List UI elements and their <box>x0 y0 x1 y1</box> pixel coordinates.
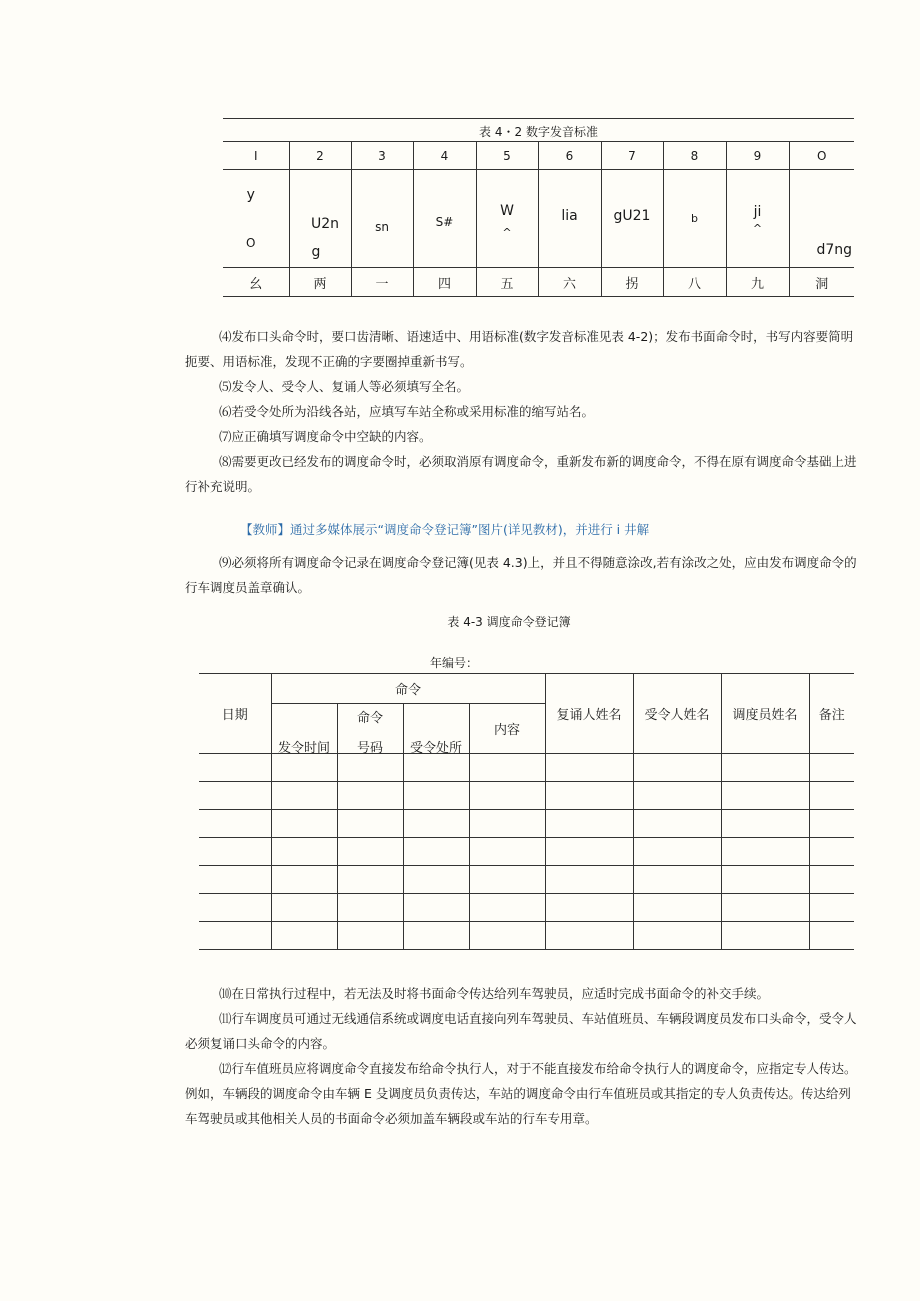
send-time-header <box>271 704 337 754</box>
table-row <box>199 866 854 894</box>
digit-pronunciation-table <box>223 141 854 297</box>
pron-text: S# <box>435 215 454 229</box>
pron-cell <box>663 170 726 268</box>
content-header: 内容 <box>469 704 545 754</box>
paragraph-block-a <box>185 324 857 499</box>
pron-text: g <box>311 244 321 260</box>
digit-cell: 4 <box>413 142 476 170</box>
pron-cell <box>476 170 538 268</box>
char-cell: 六 <box>538 268 601 297</box>
paragraph: ⑸发令人、受令人、复诵人等必须填写全名。 <box>219 379 470 394</box>
digit-cell: O <box>789 142 854 170</box>
pron-cell <box>789 170 854 268</box>
digit-cell: 5 <box>476 142 538 170</box>
paragraph: ⑷发布口头命令时，要口齿清晰、语速适中、用语标准(数字发音标准见表 4-2)；发布书面命令时，书写内容要简明扼要、用语标准，发现不正确的字要圈掉重新书写。 <box>185 329 854 369</box>
pron-text: sn <box>375 220 389 234</box>
digits-row <box>223 142 854 170</box>
header-row-1 <box>199 674 854 704</box>
paragraph: ⑻需要更改已经发布的调度命令时，必须取消原有调度命令，重新发布新的调度命令，不得在原有调度命令基础上进行补充说明。 <box>185 454 857 494</box>
table-row <box>199 810 854 838</box>
table-row <box>199 754 854 782</box>
pron-cell <box>289 170 351 268</box>
table-row <box>199 782 854 810</box>
char-cell: 八 <box>663 268 726 297</box>
receiving-place-label: 受令处所 <box>409 741 462 756</box>
pron-text: b <box>691 212 698 225</box>
digit-cell: 9 <box>726 142 789 170</box>
char-cell: 五 <box>476 268 538 297</box>
char-cell: 一 <box>351 268 413 297</box>
paragraph: ⑾行车调度员可通过无线通信系统或调度电话直接向列车驾驶员、车站值班员、车辆段调度员发布口头命令，受令人必须复诵口头命令的内容。 <box>185 1011 857 1051</box>
digit-cell: 8 <box>663 142 726 170</box>
digit-cell: 2 <box>289 142 351 170</box>
digit-cell: I <box>223 142 289 170</box>
order-number-label-b: 号码 <box>356 741 383 756</box>
pron-text: y <box>246 187 255 203</box>
char-cell: 两 <box>289 268 351 297</box>
pron-text: O <box>246 236 256 250</box>
pron-cell <box>413 170 476 268</box>
digit-cell: 7 <box>601 142 663 170</box>
pron-cell <box>726 170 789 268</box>
paragraph-block-b <box>185 981 857 1131</box>
pron-cell <box>351 170 413 268</box>
dispatch-order-register-table <box>199 673 854 950</box>
date-header: 日期 <box>199 674 271 754</box>
char-cell: 拐 <box>601 268 663 297</box>
table42-top-rule <box>223 118 854 119</box>
chars-row <box>223 268 854 297</box>
char-cell: 九 <box>726 268 789 297</box>
pron-text: lia <box>561 208 578 224</box>
pron-text: W <box>500 203 514 219</box>
repeater-name-header: 复诵人姓名 <box>545 674 633 754</box>
send-time-label: 发令时间 <box>277 741 330 756</box>
pron-text: d7ng <box>816 242 853 258</box>
order-number-label-a: 命令 <box>356 711 383 726</box>
table-row <box>199 922 854 950</box>
paragraph: ⑽在日常执行过程中，若无法及时将书面命令传达给列车驾驶员，应适时完成书面命令的补交手续。 <box>219 986 770 1001</box>
paragraph-block-9 <box>185 550 857 600</box>
remark-header: 备注 <box>809 674 854 754</box>
table43-caption: 表 4-3 调度命令登记簿 <box>447 615 571 629</box>
pron-text: gU21 <box>613 208 651 224</box>
char-cell: 四 <box>413 268 476 297</box>
receiving-place-header <box>403 704 469 754</box>
paragraph: ⑹若受令处所为沿线各站，应填写车站全称或采用标准的缩写站名。 <box>219 404 595 419</box>
pron-cell <box>223 170 289 268</box>
year-number-label: 年编号： <box>430 656 479 670</box>
pron-cell <box>601 170 663 268</box>
pron-text: ^ <box>502 226 512 239</box>
table42-caption: 表 4・2 数字发音标准 <box>479 125 598 139</box>
dispatcher-name-header: 调度员姓名 <box>721 674 809 754</box>
table-row <box>199 838 854 866</box>
digit-cell: 6 <box>538 142 601 170</box>
char-cell: 幺 <box>223 268 289 297</box>
paragraph: ⑿行车值班员应将调度命令直接发布给命令执行人，对于不能直接发布给命令执行人的调度命令，应指定专人传达。例如，车辆段的调度命令由车辆 E 殳调度员负责传达，车站的调度命令由行车值班员或其指定的专人负责传达。传达给列车驾驶员或其他相关人员的书面命令必须加盖车辆段或车站的行车专用章。 <box>185 1061 857 1126</box>
pron-cell <box>538 170 601 268</box>
paragraph: ⑼必须将所有调度命令记录在调度命令登记簿(见表 4.3)上，并且不得随意涂改,若有涂改之处，应由发布调度命令的行车调度员盖章确认。 <box>185 555 857 595</box>
pronunciation-row <box>223 170 854 268</box>
table-row <box>199 894 854 922</box>
pron-text: ^ <box>752 222 763 235</box>
pron-text: ji <box>753 204 762 220</box>
order-group-header: 命令 <box>271 674 545 704</box>
order-number-header <box>337 704 403 754</box>
paragraph: ⑺应正确填写调度命令中空缺的内容。 <box>219 429 432 444</box>
receiver-name-header: 受令人姓名 <box>633 674 721 754</box>
char-cell: 洞 <box>789 268 854 297</box>
pron-text: U2n <box>310 216 340 232</box>
digit-cell: 3 <box>351 142 413 170</box>
teacher-note: 【教师】通过多媒体展示“调度命令登记簿”图片(详见教材)，并进行 i 井解 <box>240 522 650 537</box>
